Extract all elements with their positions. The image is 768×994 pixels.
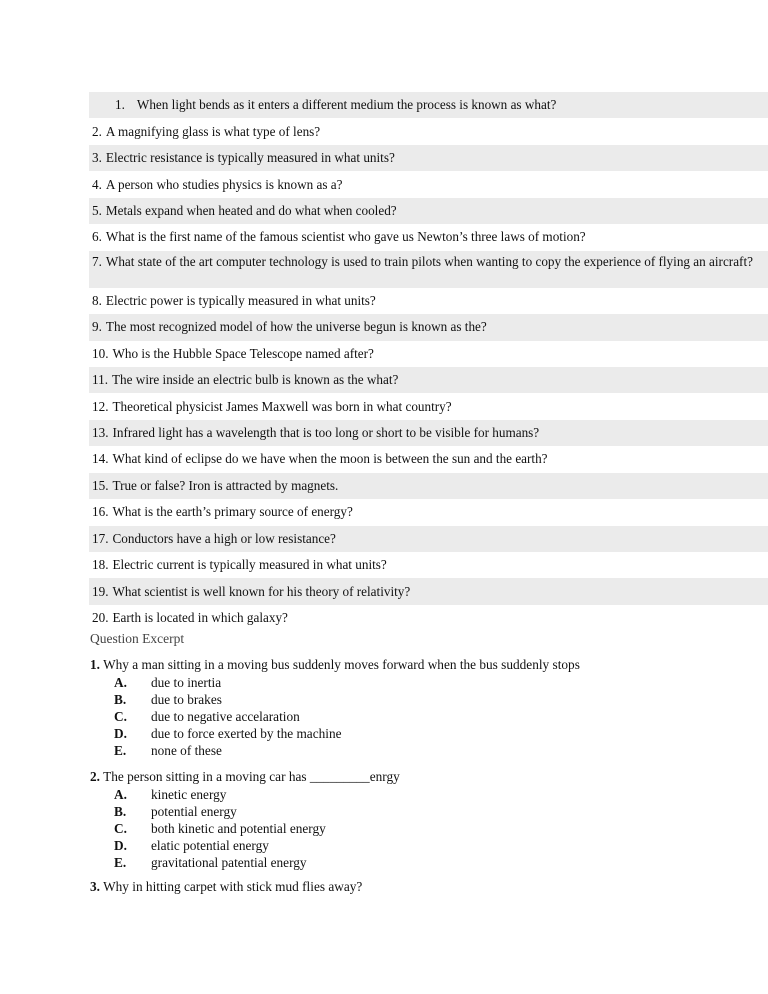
- question-text: What scientist is well known for his theory of relativity?: [112, 583, 411, 599]
- question-row: [89, 499, 768, 525]
- option-text: due to force exerted by the machine: [151, 726, 342, 742]
- question-row: [89, 118, 768, 144]
- question-number: 7.: [92, 253, 102, 269]
- question-text: Theoretical physicist James Maxwell was born in what country?: [112, 398, 452, 414]
- question-number: 17.: [92, 530, 109, 546]
- mcq-question: [90, 769, 400, 872]
- mcq-option: [114, 708, 580, 725]
- question-row: [89, 552, 768, 578]
- question-number: 1.: [115, 97, 125, 113]
- question-text: What state of the art computer technology is used to train pilots when wanting to copy the experience of flying an aircraft?: [105, 253, 753, 269]
- question-text: Metals expand when heated and do what when cooled?: [105, 202, 397, 218]
- question-text: The wire inside an electric bulb is known as the what?: [112, 372, 399, 388]
- question-text: What kind of eclipse do we have when the moon is between the sun and the earth?: [112, 451, 548, 467]
- mcq-stem: [90, 657, 580, 673]
- mcq-question: [90, 879, 362, 895]
- option-text: kinetic energy: [151, 786, 227, 802]
- question-row: [89, 92, 768, 118]
- mcq-stem-text: The person sitting in a moving car has _________enrgy: [103, 769, 400, 784]
- option-text: none of these: [151, 743, 222, 759]
- question-text: True or false? Iron is attracted by magnets.: [112, 477, 339, 493]
- excerpt-heading: Question Excerpt: [90, 631, 185, 646]
- question-text: Who is the Hubble Space Telescope named after?: [112, 345, 374, 361]
- mcq-options: [114, 786, 400, 872]
- option-letter: C.: [114, 708, 127, 724]
- option-text: elatic potential energy: [151, 838, 269, 854]
- question-text: Electric resistance is typically measured in what units?: [105, 150, 395, 166]
- question-row: [89, 605, 768, 631]
- question-text: Electric current is typically measured in what units?: [112, 557, 387, 573]
- question-text: What is the first name of the famous scientist who gave us Newton’s three laws of motion?: [105, 229, 586, 245]
- question-text: What is the earth’s primary source of energy?: [112, 504, 353, 520]
- mcq-number: 2.: [90, 769, 100, 784]
- question-row: [89, 473, 768, 499]
- option-text: gravitational patential energy: [151, 855, 307, 871]
- question-number: 5.: [92, 202, 102, 218]
- question-row: [89, 578, 768, 604]
- question-row: [89, 341, 768, 367]
- question-number: 8.: [92, 292, 102, 308]
- question-number: 19.: [92, 583, 109, 599]
- option-letter: E.: [114, 855, 127, 871]
- mcq-options: [114, 674, 580, 760]
- mcq-option: [114, 691, 580, 708]
- question-number: 20.: [92, 610, 109, 626]
- option-letter: A.: [114, 786, 127, 802]
- mcq-option: [114, 786, 400, 803]
- mcq-stem: [90, 769, 400, 785]
- option-letter: A.: [114, 674, 127, 690]
- question-number: 10.: [92, 345, 109, 361]
- mcq-option: [114, 855, 400, 872]
- question-row: [89, 288, 768, 314]
- question-text: Earth is located in which galaxy?: [112, 610, 288, 626]
- mcq-stem: [90, 879, 362, 895]
- question-list: [89, 92, 768, 631]
- question-row: [89, 526, 768, 552]
- question-row: [89, 367, 768, 393]
- question-number: 2.: [92, 123, 102, 139]
- mcq-stem-text: Why in hitting carpet with stick mud flies away?: [103, 879, 363, 894]
- mcq-number: 3.: [90, 879, 100, 894]
- option-text: both kinetic and potential energy: [151, 820, 326, 836]
- question-row: [89, 251, 768, 288]
- question-number: 12.: [92, 398, 109, 414]
- question-text: When light bends as it enters a different medium the process is known as what?: [136, 97, 557, 113]
- question-text: Electric power is typically measured in what units?: [105, 292, 376, 308]
- mcq-stem-text: Why a man sitting in a moving bus suddenly moves forward when the bus suddenly stops: [103, 657, 580, 672]
- option-letter: B.: [114, 803, 127, 819]
- option-letter: C.: [114, 820, 127, 836]
- question-number: 16.: [92, 504, 109, 520]
- question-row: [89, 171, 768, 197]
- question-number: 3.: [92, 150, 102, 166]
- question-text: The most recognized model of how the universe begun is known as the?: [105, 319, 487, 335]
- question-row: [89, 314, 768, 340]
- mcq-option: [114, 820, 400, 837]
- option-letter: D.: [114, 838, 127, 854]
- question-number: 15.: [92, 477, 109, 493]
- question-row: [89, 393, 768, 419]
- question-text: A magnifying glass is what type of lens?: [105, 123, 321, 139]
- mcq-option: [114, 726, 580, 743]
- question-number: 13.: [92, 425, 109, 441]
- question-number: 11.: [92, 372, 108, 388]
- option-letter: B.: [114, 691, 127, 707]
- question-text: Infrared light has a wavelength that is too long or short to be visible for humans?: [112, 425, 540, 441]
- question-text: A person who studies physics is known as a?: [105, 176, 343, 192]
- mcq-option: [114, 743, 580, 760]
- option-text: potential energy: [151, 803, 237, 819]
- question-row: [89, 224, 768, 250]
- option-text: due to negative accelaration: [151, 708, 300, 724]
- mcq-number: 1.: [90, 657, 100, 672]
- mcq-option: [114, 674, 580, 691]
- question-row: [89, 198, 768, 224]
- option-letter: E.: [114, 743, 127, 759]
- mcq-option: [114, 803, 400, 820]
- question-row: [89, 446, 768, 472]
- question-number: 9.: [92, 319, 102, 335]
- question-text: Conductors have a high or low resistance?: [112, 530, 336, 546]
- question-row: [89, 145, 768, 171]
- mcq-question: [90, 657, 580, 760]
- question-number: 18.: [92, 557, 109, 573]
- question-number: 4.: [92, 176, 102, 192]
- option-text: due to inertia: [151, 674, 222, 690]
- question-row: [89, 420, 768, 446]
- mcq-option: [114, 838, 400, 855]
- question-number: 14.: [92, 451, 109, 467]
- question-number: 6.: [92, 229, 102, 245]
- option-text: due to brakes: [151, 691, 222, 707]
- option-letter: D.: [114, 726, 127, 742]
